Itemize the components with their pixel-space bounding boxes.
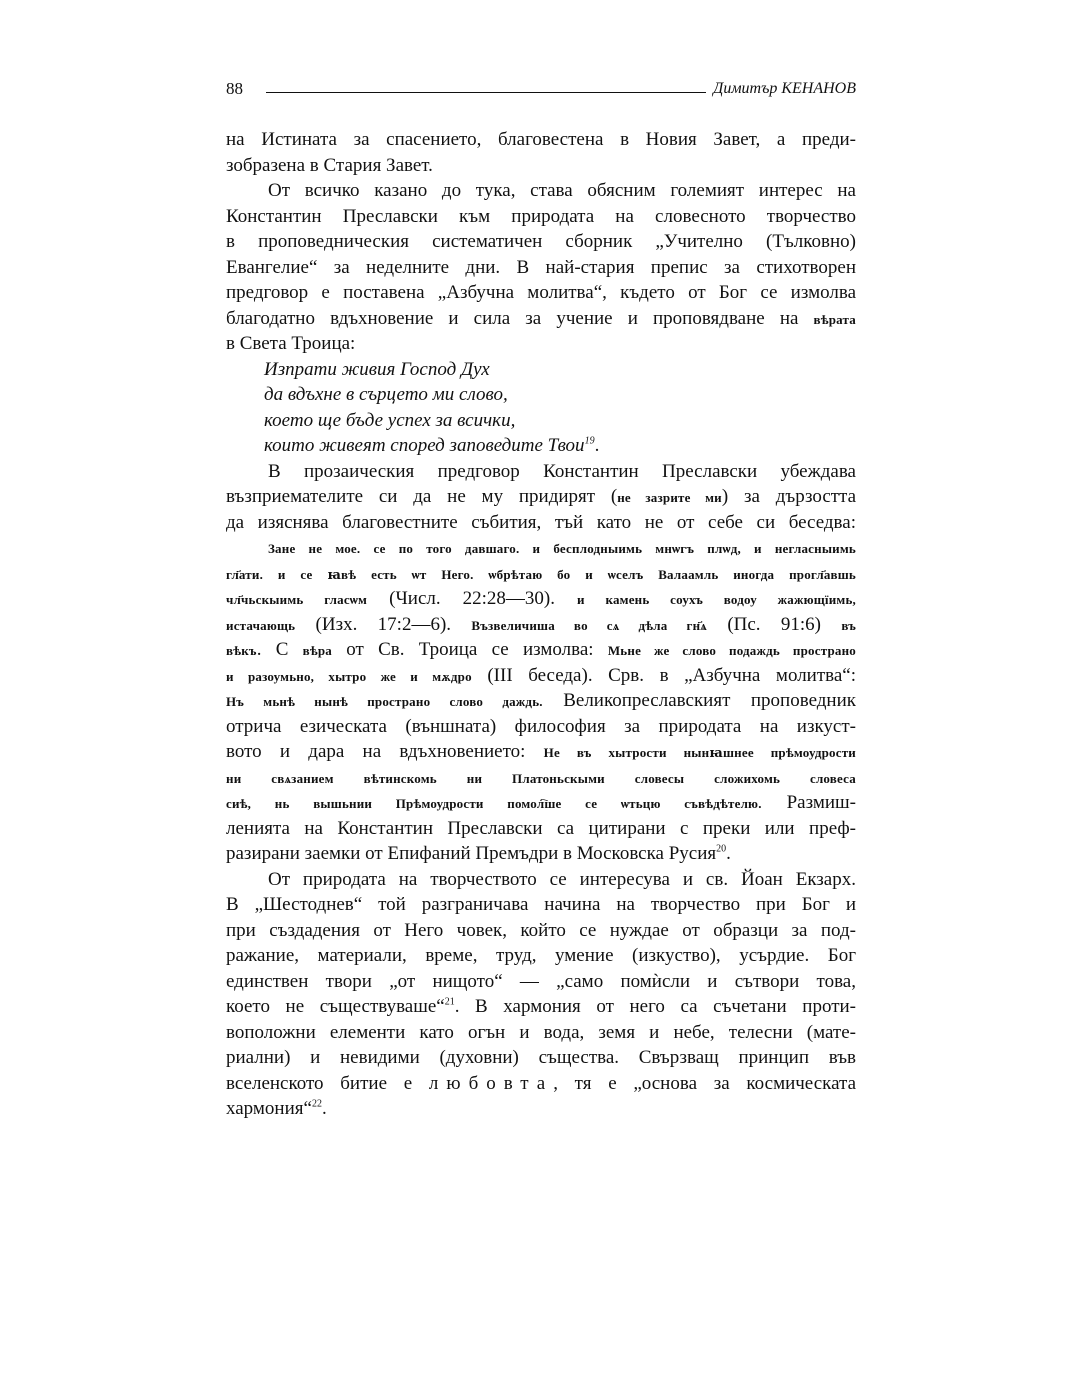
slavonic-line: Нъ мьнѣ нынѣ пространо слово даждь. Великопреславският проповедник	[226, 690, 856, 711]
page-number: 88	[226, 79, 243, 98]
text-line: вселенското битие е любовта, тя е „основа за космическата	[226, 1072, 857, 1094]
slavonic-line: сиѣ, нь вышьнии Прѣмоудрости помол҇ше се ѡтьцю съвѣдѣтелю. Размиш-	[226, 792, 857, 813]
paragraph-start: От природата на творчеството се интересува и св. Йоан Екзарх.	[268, 868, 856, 890]
slavonic-line: и разоумьно, хытро же и мѫдро (III беседа). Срв. в „Азбучна молитва“:	[226, 664, 857, 686]
text-line: воположни елементи като огън и вода, земя и небе, телесни (мате-	[226, 1021, 856, 1043]
text-line: Евангелие“ за неделните дни. В най-стария препис за стихотворен	[226, 256, 856, 278]
text-line: зобразена в Стария Завет.	[226, 154, 433, 176]
old-slavonic-quote: не зазрите ми	[617, 490, 722, 505]
text-line: риални) и невидими (духовни) същества. Свързващ принцип във	[226, 1047, 856, 1068]
text-line: което не съществуваше“$^{21}$. В хармония от него са съчетани проти-	[226, 996, 856, 1017]
text-line: отрича езическата (външната) философия за природата на изкуст-	[226, 715, 856, 737]
text-line: разирани заемки от Епифаний Премъдри в Московска Русия$^{20}$.	[226, 843, 731, 864]
text-line: предговор е поставена „Азбучна молитва“, където от Бог се измолва	[226, 282, 856, 303]
text-line: на Истината за спасението, благовестена в Новия Завет, а преди-	[226, 129, 856, 150]
text-line: благодатно вдъхновение и сила за учение и проповядване на вѣрата	[226, 307, 856, 329]
slavonic-line: чл҃чьскыимь гласѡм (Числ. 22:28—30). и камень соухъ водоу жажющїимь,	[226, 588, 856, 609]
text-line: в проповедническия систематичен сборник „Учително (Тълковно)	[226, 231, 856, 252]
text-line: да изяснява благовестните събития, тъй като не от себе си беседва:	[226, 511, 856, 533]
old-slavonic-quote: вѣрата	[813, 311, 856, 327]
paragraph-start: В прозаическия предговор Константин Преславски убеждава	[268, 460, 856, 482]
emphasized-word: любовта	[428, 1072, 554, 1094]
footnote-ref: 21	[444, 996, 455, 1008]
slavonic-line: вото и дара на вдъхновението: Не въ хытрости нынꙗшнее прѣмоудрости	[226, 741, 856, 762]
header-rule	[266, 92, 706, 93]
text-line: В „Шестоднев“ той разграничава начина на творчество при Бог и	[226, 894, 856, 915]
footnote-ref: 20	[716, 843, 727, 855]
verse-line: да вдъхне в сърцето ми слово,	[264, 384, 508, 405]
verse-line: което ще бъде успех за всички,	[264, 409, 516, 431]
slavonic-line: вѣкъ. С вѣра от Св. Троица се измолва: Мьне же слово подаждь пространо	[226, 639, 856, 660]
running-head-author: Димитър КЕНАНОВ	[713, 80, 856, 97]
verse-line: Изпрати живия Господ Дух	[264, 358, 490, 380]
running-header	[226, 78, 856, 100]
text-line: ленията на Константин Преславски са цитирани с преки или преф-	[226, 817, 856, 839]
footnote-ref: 19	[584, 435, 595, 447]
text-line: в Света Троица:	[226, 333, 356, 354]
footnote-ref: 22	[311, 1098, 322, 1110]
text-line: възприемателите си да не му придирят (не зазрите ми) за дързостта	[226, 486, 857, 507]
slavonic-line: гл҃ати. и се ꙗвѣ есть ѡт Него. ѡбрѣтаю бо и ѡселъ Валаамль иногда прогл҃авшь	[226, 566, 856, 582]
slavonic-line: ни свѧзанием вѣтинскомь ни Платоньскыми словесы сложихомь словеса	[226, 770, 856, 786]
text-line: Константин Преславски към природата на словесното творчество	[226, 205, 856, 227]
text-line: единствен твори „от нищото“ — „само помѝсли и сътвори това,	[226, 970, 856, 992]
paragraph-start: От всичко казано до тука, става обясним големият интерес на	[268, 180, 856, 201]
text-line: ражание, материали, време, труд, умение (изкуство), усърдие. Бог	[226, 945, 856, 966]
page-body	[226, 127, 856, 1122]
verse-line: които живеят според заповедите Твои$^{19}$.	[264, 435, 600, 456]
text-line: хармония“$^{22}$.	[226, 1098, 327, 1119]
slavonic-line: Зане не мое. се по того давшаго. и бесплодныимь мнѡгъ плѡд, и негласныимь	[268, 541, 856, 556]
slavonic-line: истачающь (Изх. 17:2—6). Възвеличиша во сѧ дѣла гн҃ѧ (Пс. 91:6) въ	[226, 613, 856, 635]
text-line: при създадения от Него човек, който се нуждае от образци за под-	[226, 919, 856, 941]
